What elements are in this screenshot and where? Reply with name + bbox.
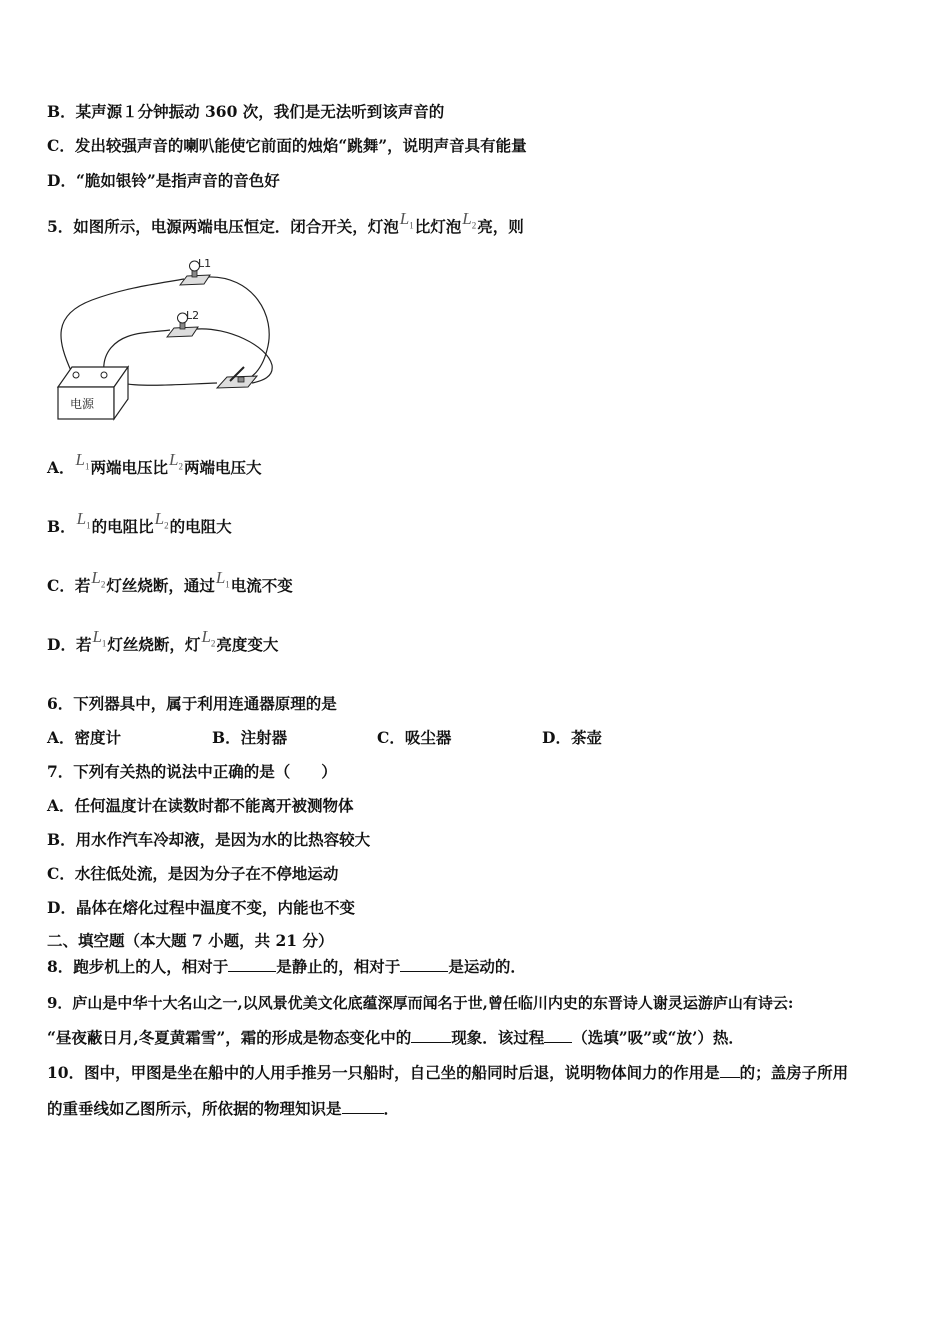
circuit-diagram — [52, 255, 292, 425]
q4-option-b: B．某声源１分钟振动 360 次，我们是无法听到该声音的 — [47, 102, 445, 121]
var-l1: $L_1$ — [76, 509, 91, 531]
q9-blank-2[interactable] — [544, 1028, 572, 1043]
q7-option-d: D．晶体在熔化过程中温度不变，内能也不变 — [47, 898, 355, 917]
var-l2: $L_2$ — [462, 209, 477, 231]
label-l1: L1 — [198, 257, 212, 270]
var-l1: $L_1$ — [75, 450, 90, 472]
bulb-l1 — [180, 257, 211, 285]
label-source: 电源 — [70, 397, 95, 411]
q4-option-c: C．发出较强声音的喇叭能使它前面的烛焰“跳舞”，说明声音具有能量 — [47, 136, 527, 155]
label-l2: L2 — [186, 309, 200, 322]
q6-option-b: B．注射器 — [212, 728, 288, 747]
var-l2: $L_2$ — [91, 568, 106, 590]
q6-stem: 6．下列器具中，属于利用连通器原理的是 — [47, 694, 337, 713]
q5-option-d: D．若$L_1$灯丝烧断，灯$L_2$亮度变大 — [47, 627, 279, 654]
q8-blank-1[interactable] — [228, 957, 276, 972]
switch — [217, 367, 257, 388]
q9-line-2: “昼夜蔽日月,冬夏黄霜雪”，霜的形成是物态变化中的 现象．该过程 （选填”吸”或“放’）热． — [47, 1028, 744, 1047]
var-l2: $L_2$ — [169, 450, 183, 472]
var-l1: $L_1$ — [215, 568, 230, 590]
var-l1: $L_1$ — [399, 209, 414, 231]
q7-stem: 7．下列有关热的说法中正确的是（ ） — [47, 762, 337, 781]
q8-blank-2[interactable] — [400, 957, 448, 972]
q5-option-c: C．若$L_2$灯丝烧断，通过$L_1$电流不变 — [47, 568, 293, 595]
q10-blank-1[interactable] — [720, 1063, 740, 1078]
q6-option-a: A．密度计 — [47, 728, 122, 747]
q6-options — [47, 728, 602, 748]
var-l2: $L_2$ — [201, 627, 216, 649]
q10-blank-2[interactable] — [342, 1099, 384, 1114]
q7-option-a: A．任何温度计在读数时都不能离开被测物体 — [47, 796, 354, 815]
q7-option-c: C．水往低处流，是因为分子在不停地运动 — [47, 864, 339, 883]
q7-option-b: B．用水作汽车冷却液，是因为水的比热容较大 — [47, 830, 371, 849]
q6-option-d: D．茶壶 — [542, 728, 602, 747]
q10-line-2: 的重垂线如乙图所示，所依据的物理知识是 ． — [47, 1099, 400, 1118]
bulb-l2 — [167, 309, 199, 337]
q9-line-1: 9．庐山是中华十大名山之一,以风景优美文化底蕴深厚而闻名于世,曾任临川内史的东晋诗人谢灵运游庐山有诗云: — [47, 994, 794, 1012]
section-heading: 二、填空题（本大题 7 小题，共 21 分） — [47, 931, 334, 950]
q5-option-b: B．$L_1$的电阻比$L_2$的电阻大 — [47, 509, 232, 536]
var-l2: $L_2$ — [154, 509, 169, 531]
q5-option-a: A．$L_1$两端电压比$L_2$两端电压大 — [47, 450, 262, 477]
q5-stem: 5．如图所示，电源两端电压恒定．闭合开关，灯泡$L_1$比灯泡$L_2$亮，则 — [47, 209, 524, 236]
q10-line-1: 10．图中，甲图是坐在船中的人用手推另一只船时，自己坐的船同时后退，说明物体间力的作用是 的；盖房子所用 — [47, 1063, 849, 1082]
q6-option-c: C．吸尘器 — [377, 728, 452, 747]
q4-option-d: D．“脆如银铃”是指声音的音色好 — [47, 171, 280, 190]
q9-blank-1[interactable] — [411, 1028, 451, 1043]
q8: 8．跑步机上的人，相对于 是静止的，相对于 是运动的． — [47, 957, 526, 976]
power-source — [58, 367, 128, 419]
var-l1: $L_1$ — [92, 627, 107, 649]
